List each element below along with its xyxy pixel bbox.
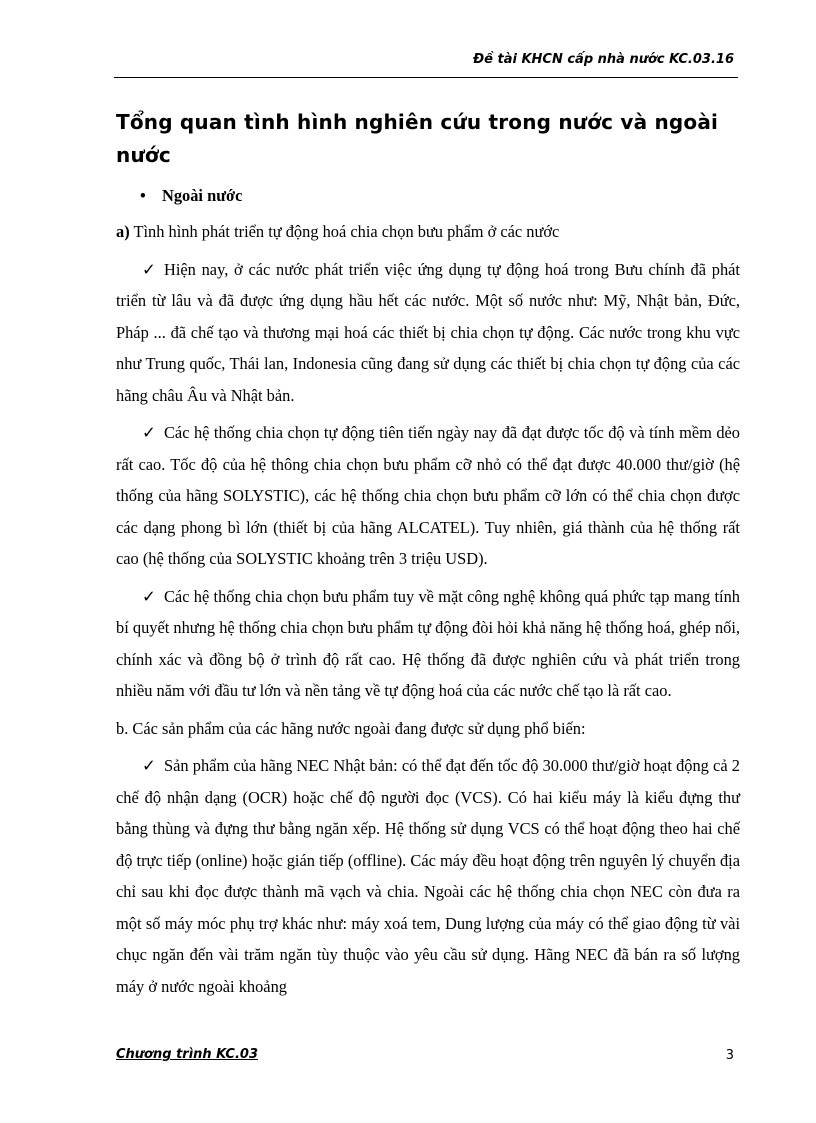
paragraph-1-text: Hiện nay, ở các nước phát triển việc ứng dụng tự động hoá trong Bưu chính đã phát triển từ lâu và đã được ứng dụng hầu hết các nước. Một số nước như: Mỹ, Nhật bản, Đức, Pháp ... đã chế tạo và thương mại hoá các thiết bị chia chọn tự động. Các nước trong khu vực như Trung quốc, Thái lan, Indonesia cũng đang sử dụng các thiết bị chia chọn tự động của các hãng châu Âu và Nhật bản. [116, 259, 740, 405]
bullet-icon: • [140, 186, 146, 205]
checkmark-icon: ✓ [142, 756, 156, 775]
section-title: Tổng quan tình hình nghiên cứu trong nước và ngoài nước [116, 110, 719, 167]
page-content [116, 96, 740, 1002]
bullet-heading [140, 180, 740, 212]
paragraph-4-text: Sản phẩm của hãng NEC Nhật bản: có thể đạt đến tốc độ 30.000 thư/giờ hoạt động cả 2 chế độ nhận dạng (OCR) hoặc chế độ người đọc (VCS). Có hai kiểu máy là kiểu đựng thư bằng thùng và đựng thư bằng ngăn xếp. Hệ thống sử dụng VCS có thể hoạt động theo hai chế độ trực tiếp (online) hoặc gián tiếp (offline). Các máy đều hoạt động trên nguyên lý chuyển địa chỉ sau khi đọc được thành mã vạch và chia. Ngoài các hệ thống chia chọn NEC còn đưa ra một số máy móc phụ trợ khác như: máy xoá tem, Dung lượng của máy có thể giao động từ vài chục ngăn đến vài trăm ngăn tùy thuộc vào yêu cầu sử dụng. Hãng NEC đã bán ra số lượng máy ở nước ngoài khoảng [116, 756, 740, 996]
running-header: Đề tài KHCN cấp nhà nước KC.03.16 [473, 52, 734, 67]
checkmark-icon: ✓ [142, 259, 156, 279]
paragraph-4 [116, 750, 740, 1002]
footer-program: Chương trình KC.03 [116, 1047, 258, 1062]
page-number: 3 [725, 1048, 734, 1063]
subheading-a-text: Tình hình phát triển tự động hoá chia chọn bưu phẩm ở các nước [129, 222, 560, 241]
subheading-a-label: a) [116, 222, 130, 241]
checkmark-icon: ✓ [142, 586, 156, 606]
paragraph-2 [116, 417, 740, 575]
paragraph-1 [116, 254, 740, 412]
checkmark-icon: ✓ [142, 423, 156, 442]
header-divider [114, 77, 738, 78]
paragraph-2-text: Các hệ thống chia chọn tự động tiên tiến ngày nay đã đạt được tốc độ và tính mềm dẻo rất cao. Tốc độ của hệ thông chia chọn bưu phẩm cỡ nhỏ có thể đạt được 40.000 thư/giờ (hệ thống của hãng SOLYSTIC), các hệ thống chia chọn bưu phẩm cỡ lớn có thể chia chọn được các dạng phong bì lớn (thiết bị của hãng ALCATEL). Tuy nhiên, giá thành của hệ thống rất cao (hệ thống của SOLYSTIC khoảng trên 3 triệu USD). [116, 423, 740, 568]
paragraph-3 [116, 581, 740, 707]
paragraph-3-text: Các hệ thống chia chọn bưu phẩm tuy về mặt công nghệ không quá phức tạp mang tính bí quyết nhưng hệ thống chia chọn bưu phẩm tự động đòi hỏi khả năng hệ thống hoá, ghép nối, chính xác và đồng bộ ở trình độ rất cao. Hệ thống đã được nghiên cứu và phát triển trong nhiều năm với đầu tư lớn và nền tảng về tự động hoá của các nước chế tạo là rất cao. [116, 586, 740, 700]
subheading-b: b. Các sản phẩm của các hãng nước ngoài đang được sử dụng phổ biến: [116, 718, 586, 738]
subheading-a [116, 216, 740, 248]
bullet-heading-text: Ngoài nước [162, 186, 243, 205]
